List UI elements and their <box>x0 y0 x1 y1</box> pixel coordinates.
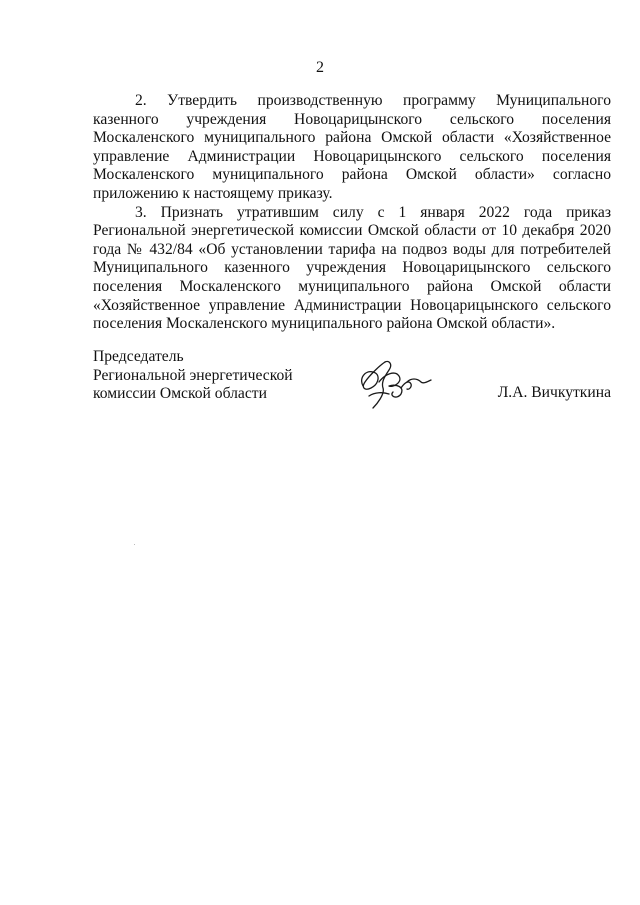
scan-speck <box>134 544 135 545</box>
paragraph-3: 3. Признать утратившим силу с 1 января 2022 года приказ Региональной энергетической комиссии Омской области от 10 декабря 2020 года № 432/84 «Об установлении тарифа на подвоз воды для потребителей Муниципального казенного учреждения Новоцарицынского сельского поселения Москаленского муниципального района Омской области «Хозяйственное управление Администрации Новоцарицынского сельского поселения Москаленского муниципального района Омской области». <box>93 203 611 333</box>
signer-position-line: комиссии Омской области <box>93 385 267 403</box>
signature-block <box>93 348 611 418</box>
document-body <box>93 92 611 334</box>
signer-position <box>93 348 353 404</box>
signer-position-line: Председатель <box>93 348 184 365</box>
signer-name: Л.А. Вичкуткина <box>497 384 611 401</box>
paragraph-2: 2. Утвердить производственную программу Муниципального казенного учреждения Новоцарицынского сельского поселения Москаленского муниципального района Омской области «Хозяйственное управление Администрации Новоцарицынского сельского поселения Москаленского муниципального района Омской области» согласно приложению к настоящему приказу. <box>93 92 611 202</box>
signer-position-line: Региональной энергетической <box>93 366 293 384</box>
handwritten-signature <box>355 352 435 412</box>
page-number: 2 <box>316 59 324 76</box>
